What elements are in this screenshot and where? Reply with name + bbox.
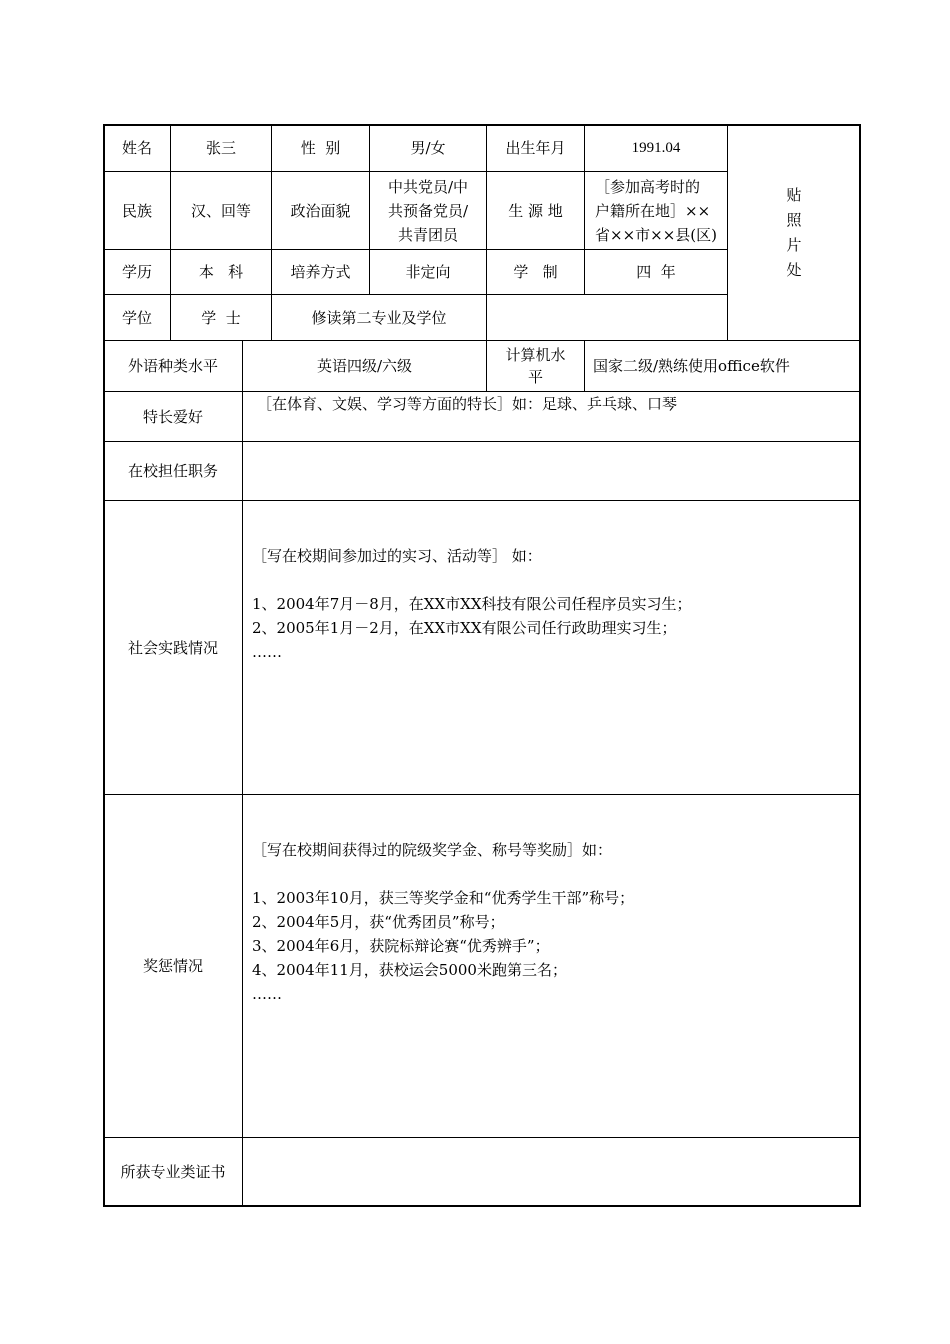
computer-label-line: 计算机水 (505, 346, 566, 364)
birth-value: 1991.04 (585, 124, 728, 172)
awards-content (252, 838, 852, 1006)
photo-char: 贴 (786, 185, 802, 204)
training-mode-value: 非定向 (370, 250, 487, 295)
photo-placeholder (728, 124, 861, 341)
degree-value: 学 士 (171, 295, 272, 341)
political-label: 政治面貌 (272, 172, 370, 250)
awards-intro: ［写在校期间获得过的院级奖学金、称号等奖励］如： (252, 841, 613, 859)
origin-line: 省××市××县(区) (595, 225, 717, 244)
awards-item: 2、2004年5月，获“优秀团员”称号； (252, 913, 505, 931)
computer-value: 国家二级/熟练使用office软件 (585, 341, 861, 392)
name-label: 姓名 (103, 124, 171, 172)
practice-item: …… (252, 643, 282, 661)
computer-label-line: 平 (527, 368, 543, 386)
degree-label: 学位 (103, 295, 171, 341)
awards-item: …… (252, 985, 282, 1003)
political-line: 中共党员/中 (387, 177, 469, 196)
ethnic-label: 民族 (103, 172, 171, 250)
photo-char: 片 (786, 235, 802, 254)
origin-line: 户籍所在地］×× (595, 201, 711, 220)
education-label: 学历 (103, 250, 171, 295)
awards-item: 3、2004年6月，获院标辩论赛“优秀辨手”； (252, 937, 550, 955)
study-length-label: 学 制 (487, 250, 585, 295)
awards-item: 1、2003年10月，获三等奖学金和“优秀学生干部”称号； (252, 889, 635, 907)
practice-content (252, 544, 852, 664)
certificates-value (243, 1138, 861, 1207)
practice-label: 社会实践情况 (103, 501, 243, 795)
practice-item: 2、2005年1月－2月，在XX市XX有限公司任行政助理实习生； (252, 619, 677, 637)
ethnic-value: 汉、回等 (171, 172, 272, 250)
photo-char: 照 (786, 210, 802, 229)
language-label: 外语种类水平 (103, 341, 243, 392)
name-value: 张三 (171, 124, 272, 172)
certificates-label: 所获专业类证书 (103, 1138, 243, 1207)
computer-label (487, 341, 585, 392)
political-value (370, 172, 487, 250)
position-value (243, 442, 861, 501)
training-mode-label: 培养方式 (272, 250, 370, 295)
hobby-label: 特长爱好 (103, 392, 243, 442)
political-line: 共青团员 (397, 225, 458, 244)
position-label: 在校担任职务 (103, 442, 243, 501)
practice-item: 1、2004年7月－8月，在XX市XX科技有限公司任程序员实习生； (252, 595, 692, 613)
origin-value (585, 172, 728, 250)
birth-label: 出生年月 (487, 124, 585, 172)
origin-label: 生 源 地 (487, 172, 585, 250)
hobby-value: ［在体育、文娱、学习等方面的特长］如：足球、乒乓球、口琴 (243, 392, 861, 442)
awards-item: 4、2004年11月，获校运会5000米跑第三名； (252, 961, 567, 979)
language-value: 英语四级/六级 (243, 341, 487, 392)
political-line: 共预备党员/ (387, 201, 469, 220)
education-value: 本 科 (171, 250, 272, 295)
second-major-value (487, 295, 728, 341)
practice-intro: ［写在校期间参加过的实习、活动等］ 如： (252, 547, 542, 565)
origin-line: ［参加高考时的 (595, 177, 701, 196)
gender-value: 男/女 (370, 124, 487, 172)
study-length-value: 四 年 (585, 250, 728, 295)
photo-char: 处 (786, 260, 802, 279)
second-major-label: 修读第二专业及学位 (272, 295, 487, 341)
awards-label: 奖惩情况 (103, 795, 243, 1138)
gender-label: 性 别 (272, 124, 370, 172)
